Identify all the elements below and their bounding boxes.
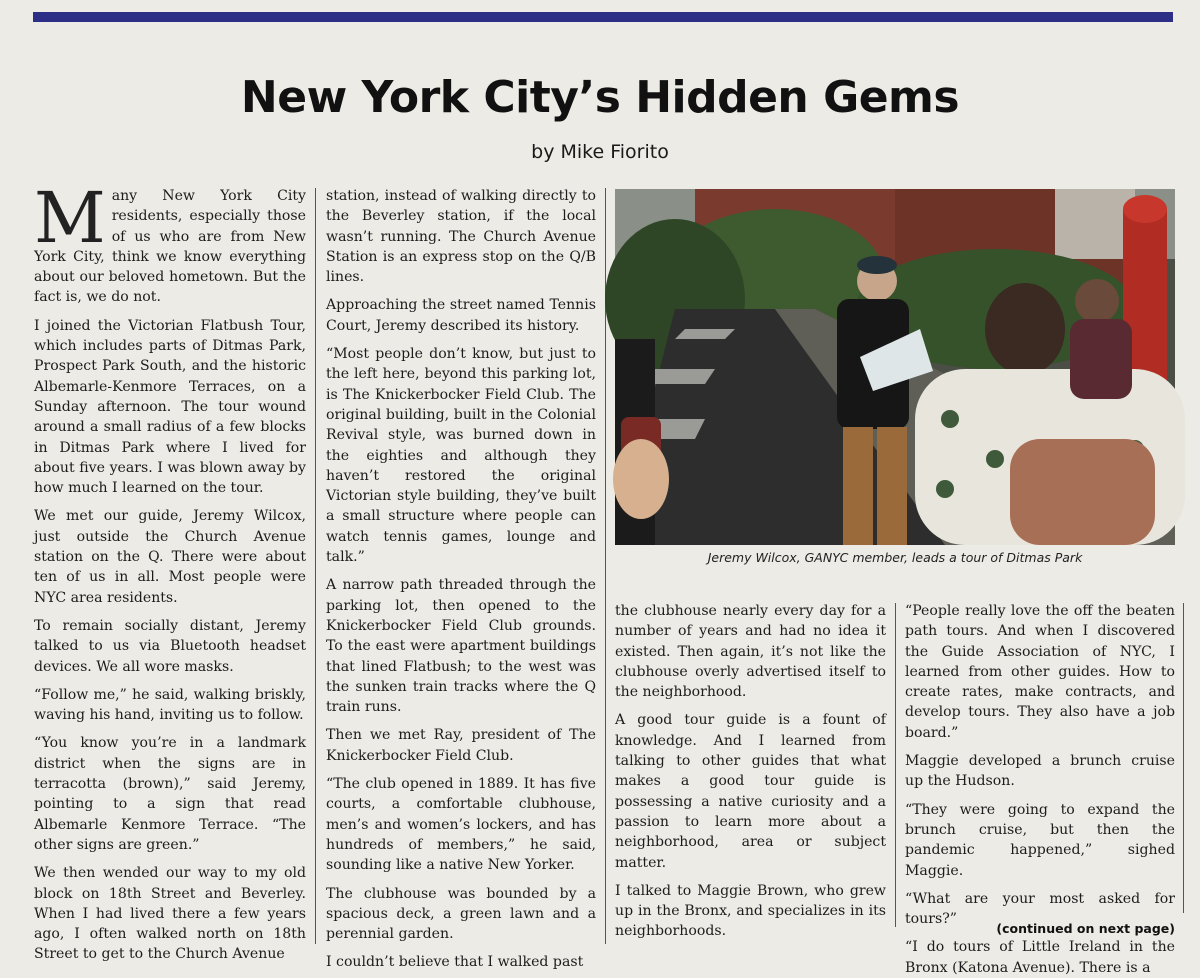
paragraph: “You know you’re in a landmark district when the signs are in terracotta (brown),” said Jeremy, pointing to a sign that read Albemarle Kenmore Terrace. “The other signs are green.” xyxy=(34,735,306,853)
paragraph: The clubhouse was bounded by a spacious deck, a green lawn and a perennial garden. xyxy=(326,885,596,943)
article-column-1 xyxy=(34,177,306,963)
paragraph: Many New York City residents, especially those of us who are from New York City, think we know everything about our beloved hometown. But the fact is, we do not. xyxy=(34,177,306,306)
column-rule xyxy=(1183,603,1184,913)
paragraph: “Most people don’t know, but just to the left here, beyond this parking lot, is The Knickerbocker Field Club. The original building, built in the Colonial Revival style, was burned down in the eighties and although they haven’t restored the original Victorian style building, they’ve built a small structure where people can watch tennis games, lounge and talk.” xyxy=(326,346,596,566)
paragraph: A good tour guide is a fount of knowledge. And I learned from talking to other guides that what makes a good tour guide is possessing a native curiosity and a passion to learn more about a neighborhood, area or subject matter. xyxy=(615,712,886,871)
paragraph: To remain socially distant, Jeremy talked to us via Bluetooth headset devices. We all wore masks. xyxy=(34,617,306,675)
paragraph: We then wended our way to my old block on 18th Street and Beverley. When I had lived there a few years ago, I often walked north on 18th Street to get to the Church Avenue xyxy=(34,865,306,963)
paragraph: Maggie developed a brunch cruise up the Hudson. xyxy=(905,753,1175,790)
paragraph: the clubhouse nearly every day for a number of years and had no idea it existed. Then again, it’s not like the clubhouse overly advertised itself to the neighborhood. xyxy=(615,603,886,701)
paragraph: A narrow path threaded through the parking lot, then opened to the Knickerbocker Field Club grounds. To the east were apartment buildings that lined Flatbush; to the west was the sunken train tracks where the Q train runs. xyxy=(326,577,596,716)
top-rule xyxy=(33,12,1173,22)
paragraph: Approaching the street named Tennis Court, Jeremy described its history. xyxy=(326,297,596,334)
paragraph: “I do tours of Little Ireland in the Bronx (Katona Avenue). There is a xyxy=(905,939,1175,976)
paragraph: “The club opened in 1889. It has five courts, a comfortable clubhouse, men’s and women’s lockers, and has hundreds of members,” he said, sounding like a native New Yorker. xyxy=(326,776,596,874)
byline: by Mike Fiorito xyxy=(531,141,669,163)
headline: New York City’s Hidden Gems xyxy=(240,72,960,123)
column-rule xyxy=(895,603,896,927)
paragraph: I joined the Victorian Flatbush Tour, which includes parts of Ditmas Park, Prospect Park South, and the historic Albemarle-Kenmore Terraces, on a Sunday afternoon. The tour wound around a small radius of a few blocks in Ditmas Park where I lived for about five years. I was blown away by how much I learned on the tour. xyxy=(34,317,306,497)
paragraph: “Follow me,” he said, walking briskly, waving his hand, inviting us to follow. xyxy=(34,686,306,724)
article-column-2 xyxy=(326,186,596,971)
paragraph: We met our guide, Jeremy Wilcox, just outside the Church Avenue station on the Q. There were about ten of us in all. Most people were NYC area residents. xyxy=(34,508,306,606)
paragraph: “What are your most asked for tours?” xyxy=(905,890,1175,928)
article-column-3 xyxy=(615,601,886,940)
paragraph: I couldn’t believe that I walked past xyxy=(326,954,584,971)
paragraph: I talked to Maggie Brown, who grew up in the Bronx, and specializes in its neighborhoods. xyxy=(615,882,886,940)
paragraph: station, instead of walking directly to the Beverley station, if the local wasn’t running. The Church Avenue Station is an express stop on the Q/B lines. xyxy=(326,188,596,286)
paragraph: “People really love the off the beaten path tours. And when I discovered the Guide Association of NYC, I learned from other guides. How to create rates, make contracts, and develop tours. They also have a job board.” xyxy=(905,603,1175,741)
column-rule xyxy=(315,188,316,944)
continued-notice: (continued on next page) xyxy=(996,921,1175,936)
photo-caption: Jeremy Wilcox, GANYC member, leads a tour of Ditmas Park xyxy=(707,550,1083,565)
paragraph: “They were going to expand the brunch cruise, but then the pandemic happened,” sighed Maggie. xyxy=(905,801,1175,879)
drop-cap: M xyxy=(34,177,106,259)
tour-photo xyxy=(615,189,1175,545)
paragraph: Then we met Ray, president of The Knickerbocker Field Club. xyxy=(326,727,596,764)
